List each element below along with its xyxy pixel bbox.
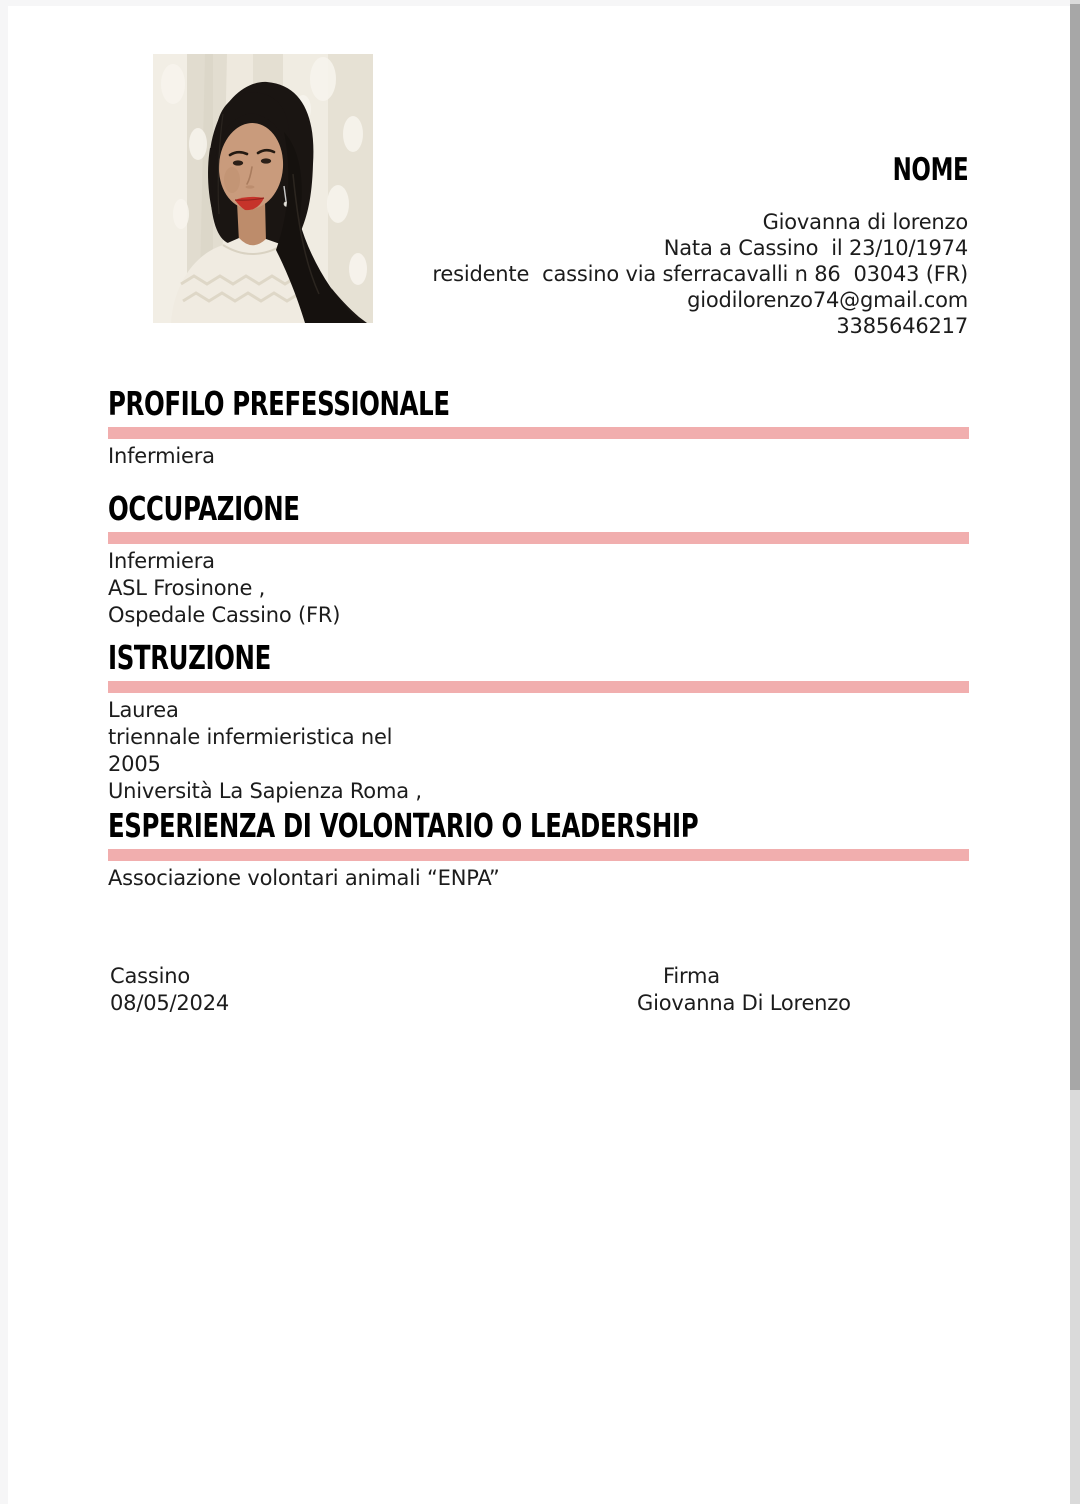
section-profilo-professionale (108, 384, 969, 470)
profile-photo (153, 54, 373, 323)
section-text-line: ASL Frosinone , (108, 576, 266, 600)
section-text-line: 2005 (108, 752, 161, 776)
contact-line-full-name: Giovanna di lorenzo (762, 210, 968, 234)
section-title: ESPERIENZA DI VOLONTARIO O LEADERSHIP (108, 806, 699, 845)
section-text-line: triennale infermieristica nel (108, 725, 393, 749)
section-accent-bar (108, 532, 969, 544)
section-accent-bar (108, 849, 969, 861)
contact-line-birth: Nata a Cassino il 23/10/1974 (663, 236, 968, 260)
section-esperienza-volontario (108, 806, 969, 892)
footer-signature (637, 963, 851, 1017)
signature-label: Firma (663, 964, 720, 988)
contact-block (432, 209, 968, 339)
page-top-gutter (0, 0, 1080, 6)
footer-place: Cassino (110, 964, 191, 988)
page-left-gutter (0, 0, 8, 1504)
section-istruzione (108, 638, 969, 805)
section-body (108, 865, 969, 892)
scrollbar-thumb[interactable] (1070, 4, 1080, 1090)
section-text-line: Infermiera (108, 444, 215, 468)
contact-line-email: giodilorenzo74@gmail.com (687, 288, 968, 312)
section-text-line: Infermiera (108, 549, 215, 573)
section-body (108, 548, 969, 629)
name-heading (866, 153, 968, 187)
section-text-line: Associazione volontari animali “ENPA” (108, 866, 500, 890)
scrollbar[interactable] (1070, 0, 1080, 1504)
section-text-line: Università La Sapienza Roma , (108, 779, 422, 803)
section-text-line: Ospedale Cassino (FR) (108, 603, 341, 627)
profile-photo-illustration (153, 54, 373, 323)
section-body (108, 697, 969, 805)
section-text-line: Laurea (108, 698, 179, 722)
footer-date: 08/05/2024 (110, 991, 230, 1015)
contact-line-phone: 3385646217 (836, 314, 968, 338)
section-accent-bar (108, 427, 969, 439)
name-heading-text: NOME (892, 152, 968, 188)
section-body (108, 443, 969, 470)
section-title: PROFILO PREFESSIONALE (108, 384, 450, 423)
footer-place-date (110, 963, 229, 1017)
signature-name: Giovanna Di Lorenzo (637, 991, 851, 1015)
section-occupazione (108, 489, 969, 629)
section-title: ISTRUZIONE (108, 638, 271, 677)
section-accent-bar (108, 681, 969, 693)
contact-line-address: residente cassino via sferracavalli n 86 03043 (FR) (432, 262, 968, 286)
section-title: OCCUPAZIONE (108, 489, 300, 528)
